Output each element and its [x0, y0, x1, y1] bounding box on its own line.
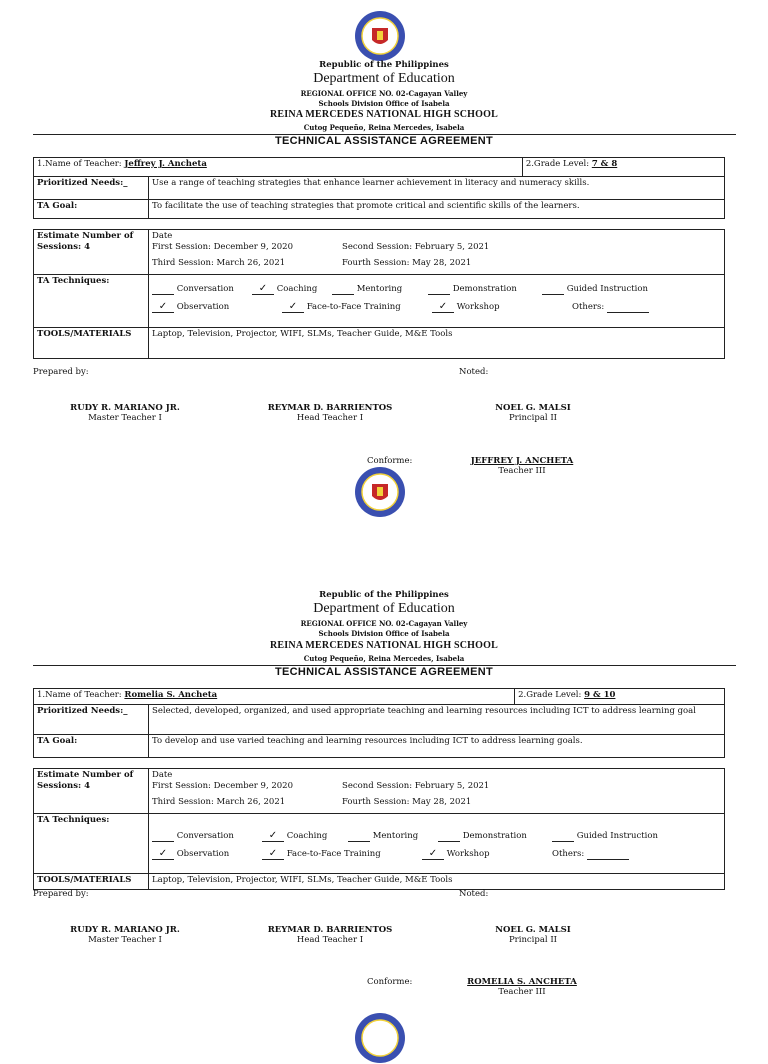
workshop-label: Workshop	[456, 302, 500, 312]
others-label: Others:	[552, 849, 585, 859]
teacher-info-table	[33, 688, 725, 758]
signatory-3-name: NOEL G. MALSI	[495, 403, 571, 413]
school-address: Cutog Pequeño, Reina Mercedes, Isabela	[303, 654, 465, 663]
noted-label: Noted:	[459, 367, 489, 377]
signatory-1-title: Master Teacher I	[88, 935, 162, 945]
tools-label: TOOLS/MATERIALS	[34, 328, 149, 359]
conversation-checkbox[interactable]	[152, 831, 174, 842]
school-name: REINA MERCEDES NATIONAL HIGH SCHOOL	[270, 109, 498, 120]
coaching-label: Coaching	[276, 284, 318, 294]
region-label: REGIONAL OFFICE NO. 02-Cagayan Valley	[300, 619, 468, 628]
department-title: Department of Education	[313, 71, 455, 86]
demonstration-label: Demonstration	[452, 284, 517, 294]
second-session: Second Session: February 5, 2021	[342, 781, 490, 791]
conforme-label: Conforme:	[367, 977, 413, 987]
observation-checkbox[interactable]: ✓	[152, 302, 174, 313]
conforme-title: Teacher III	[498, 466, 546, 476]
tools-label: TOOLS/MATERIALS	[34, 874, 149, 890]
workshop-checkbox[interactable]: ✓	[422, 849, 444, 860]
conversation-label: Conversation	[176, 831, 234, 841]
sessions-table	[33, 768, 725, 890]
mentoring-label: Mentoring	[372, 831, 419, 841]
estimate-sessions-label: Estimate Number of Sessions: 4	[34, 769, 149, 814]
signatory-1-title: Master Teacher I	[88, 413, 162, 423]
f2f-training-label: Face-to-Face Training	[286, 849, 381, 859]
prepared-by-label: Prepared by:	[33, 889, 89, 899]
teacher-name-value: Jeffrey J. Ancheta	[124, 159, 207, 169]
teacher-name-label: 1.Name of Teacher:	[37, 159, 122, 169]
grade-level-label: 2.Grade Level:	[518, 690, 582, 700]
conforme-name: JEFFREY J. ANCHETA	[470, 456, 574, 466]
tools-value: Laptop, Television, Projector, WIFI, SLMs, Teacher Guide, M&E Tools	[149, 874, 725, 890]
form-title: TECHNICAL ASSISTANCE AGREEMENT	[274, 135, 493, 147]
grade-level-label: 2.Grade Level:	[525, 159, 590, 169]
signatory-3-name: NOEL G. MALSI	[495, 925, 571, 935]
signatory-3	[463, 403, 603, 423]
workshop-label: Workshop	[446, 849, 490, 859]
ta-techniques-label: TA Techniques:	[34, 814, 149, 874]
school-name: REINA MERCEDES NATIONAL HIGH SCHOOL	[270, 640, 498, 651]
demonstration-checkbox[interactable]	[438, 831, 460, 842]
conforme-title: Teacher III	[498, 987, 546, 997]
signatory-2	[245, 925, 415, 945]
demonstration-checkbox[interactable]	[428, 284, 450, 295]
date-label: Date	[152, 770, 173, 780]
others-field[interactable]	[607, 302, 649, 313]
sessions-table	[33, 229, 725, 359]
conforme-signatory	[452, 456, 592, 476]
mentoring-label: Mentoring	[356, 284, 403, 294]
form-title: TECHNICAL ASSISTANCE AGREEMENT	[274, 666, 493, 678]
mentoring-checkbox[interactable]	[348, 831, 370, 842]
coaching-checkbox[interactable]: ✓	[262, 831, 284, 842]
noted-label: Noted:	[459, 889, 489, 899]
ta-goal-label: TA Goal:	[34, 735, 149, 758]
signatory-3-title: Principal II	[508, 935, 558, 945]
school-address: Cutog Pequeño, Reina Mercedes, Isabela	[303, 123, 465, 132]
grade-level-value: 9 & 10	[584, 690, 616, 700]
workshop-checkbox[interactable]: ✓	[432, 302, 454, 313]
signatory-1	[45, 925, 205, 945]
teacher-name-value: Romelia S. Ancheta	[124, 690, 218, 700]
signatory-2-name: REYMAR D. BARRIENTOS	[267, 925, 393, 935]
conversation-label: Conversation	[176, 284, 234, 294]
prioritized-needs-label: Prioritized Needs:_	[34, 705, 149, 735]
ta-goal-value: To facilitate the use of teaching strategies that promote critical and scientific skills of the learners.	[149, 200, 725, 219]
third-session: Third Session: March 26, 2021	[152, 797, 286, 807]
signatory-2-title: Head Teacher I	[296, 935, 364, 945]
prepared-by-label: Prepared by:	[33, 367, 89, 377]
republic-label: Republic of the Philippines	[319, 590, 449, 600]
fourth-session: Fourth Session: May 28, 2021	[342, 258, 472, 268]
signatory-1-name: RUDY R. MARIANO JR.	[70, 925, 180, 935]
tools-value: Laptop, Television, Projector, WIFI, SLMs, Teacher Guide, M&E Tools	[149, 328, 725, 359]
second-session: Second Session: February 5, 2021	[342, 242, 490, 252]
guided-instruction-label: Guided Instruction	[566, 284, 648, 294]
first-session: First Session: December 9, 2020	[152, 242, 293, 252]
third-session: Third Session: March 26, 2021	[152, 258, 286, 268]
ta-goal-label: TA Goal:	[34, 200, 149, 219]
deped-seal-icon	[354, 1012, 406, 1064]
demonstration-label: Demonstration	[462, 831, 527, 841]
observation-label: Observation	[176, 849, 230, 859]
f2f-training-checkbox[interactable]: ✓	[262, 849, 284, 860]
teacher-name-label: 1.Name of Teacher:	[37, 690, 122, 700]
f2f-training-checkbox[interactable]: ✓	[282, 302, 304, 313]
conforme-label: Conforme:	[367, 456, 413, 466]
others-field[interactable]	[587, 849, 629, 860]
estimate-sessions-label: Estimate Number of Sessions: 4	[34, 230, 149, 275]
signatory-3	[463, 925, 603, 945]
signatory-1-name: RUDY R. MARIANO JR.	[70, 403, 180, 413]
signatory-3-title: Principal II	[508, 413, 558, 423]
republic-label: Republic of the Philippines	[319, 60, 449, 70]
signatory-1	[45, 403, 205, 423]
division-label: Schools Division Office of Isabela	[318, 629, 450, 638]
mentoring-checkbox[interactable]	[332, 284, 354, 295]
fourth-session: Fourth Session: May 28, 2021	[342, 797, 472, 807]
deped-seal-icon	[354, 10, 406, 62]
division-label: Schools Division Office of Isabela	[318, 99, 450, 108]
prioritized-needs-value: Use a range of teaching strategies that enhance learner achievement in literacy and numeracy skills.	[149, 177, 725, 200]
coaching-checkbox[interactable]: ✓	[252, 284, 274, 295]
teacher-info-table	[33, 157, 725, 219]
observation-checkbox[interactable]: ✓	[152, 849, 174, 860]
signatory-2-title: Head Teacher I	[296, 413, 364, 423]
deped-seal-icon	[354, 466, 406, 518]
guided-instruction-label: Guided Instruction	[576, 831, 658, 841]
ta-techniques-label: TA Techniques:	[34, 275, 149, 328]
f2f-training-label: Face-to-Face Training	[306, 302, 401, 312]
conforme-signatory	[452, 977, 592, 997]
conforme-name: ROMELIA S. ANCHETA	[467, 977, 577, 987]
region-label: REGIONAL OFFICE NO. 02-Cagayan Valley	[300, 89, 468, 98]
department-title: Department of Education	[313, 601, 455, 616]
prioritized-needs-value: Selected, developed, organized, and used appropriate teaching and learning resources including ICT to address learning goal	[149, 705, 725, 735]
signatory-2-name: REYMAR D. BARRIENTOS	[267, 403, 393, 413]
conversation-checkbox[interactable]	[152, 284, 174, 295]
prioritized-needs-label: Prioritized Needs:_	[34, 177, 149, 200]
signatory-2	[245, 403, 415, 423]
coaching-label: Coaching	[286, 831, 328, 841]
guided-instruction-checkbox[interactable]	[542, 284, 564, 295]
first-session: First Session: December 9, 2020	[152, 781, 293, 791]
ta-goal-value: To develop and use varied teaching and learning resources including ICT to address learning goals.	[149, 735, 725, 758]
others-label: Others:	[572, 302, 605, 312]
grade-level-value: 7 & 8	[591, 159, 618, 169]
observation-label: Observation	[176, 302, 230, 312]
date-label: Date	[152, 231, 173, 241]
guided-instruction-checkbox[interactable]	[552, 831, 574, 842]
